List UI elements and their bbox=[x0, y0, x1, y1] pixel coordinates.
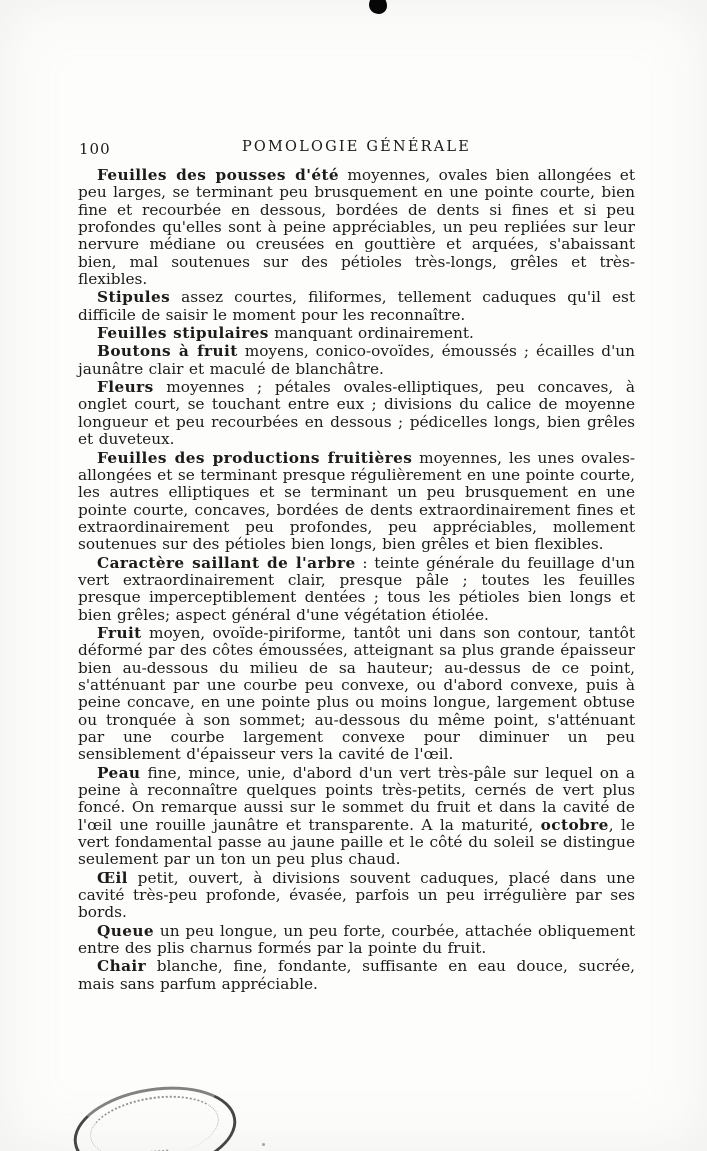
paragraph-lead: Feuilles stipulaires bbox=[97, 324, 269, 343]
paragraph-lead: Feuilles des productions fruitières bbox=[97, 448, 413, 467]
paragraph-lead: Fruit bbox=[97, 623, 142, 642]
paragraph-lead: Peau bbox=[97, 763, 141, 782]
paragraph-lead: Queue bbox=[97, 921, 155, 940]
paragraph-text: manquant ordinairement. bbox=[268, 324, 474, 343]
paragraph bbox=[78, 325, 635, 342]
paragraph-lead: Chair bbox=[97, 957, 147, 976]
paragraph-lead: Stipules bbox=[97, 288, 171, 307]
paragraph-text: : teinte générale du feuillage d'un vert extraordinairement clair, presque pâle ; toutes les feuilles presque imperceptiblement dentées ; tous les pétioles bien longs et bien grêles; aspect général d'une végétation étiolée. bbox=[78, 553, 635, 624]
paragraph bbox=[78, 379, 635, 448]
page-number: 100 bbox=[79, 140, 111, 158]
paragraph-text: moyennes, les unes ovales-allongées et se terminant presque régulièrement en une pointe courte, les autres elliptiques et se terminant un peu brusquement en une pointe courte, concaves, bordées de dents extraordinairement fines et extraordinairement peu profondes, peu appréciables, mollement soutenues sur des pétioles bien longs, bien grêles et bien flexibles. bbox=[78, 448, 635, 554]
running-head bbox=[78, 139, 635, 159]
text-block bbox=[78, 167, 635, 994]
paragraph-text: moyennes ; pétales ovales-elliptiques, peu concaves, à onglet court, se touchant entre eux ; divisions du calice de moyenne longueur et peu recourbées en dessous ; pédicelles longs, bien grêles et duveteux. bbox=[78, 378, 635, 449]
inline-bold: octobre bbox=[540, 815, 609, 834]
paragraph-text: , le vert fondamental passe au jaune paille et le côté du soleil se distingue seulement par un ton un peu plus chaud. bbox=[78, 815, 635, 869]
paragraph bbox=[78, 167, 635, 288]
paragraph-text: moyen, ovoïde-piriforme, tantôt uni dans son contour, tantôt déformé par des côtes émoussées, atteignant sa plus grande épaisseur bien au-dessous du milieu de sa hauteur; au-dessus de ce point, s'atténuant par une courbe peu convexe, ou d'abord convexe, puis à peine concave, en une pointe plus ou moins longue, largement obtuse ou tronquée à son sommet; au-dessous du même point, s'atténuant par une courbe largement convexe pour diminuer un peu sensiblement d'épaisseur vers la cavité de l'œil. bbox=[78, 623, 635, 764]
paragraph bbox=[78, 625, 635, 764]
paragraph bbox=[78, 765, 635, 869]
paragraph-text: petit, ouvert, à divisions souvent caduques, placé dans une cavité très-peu profonde, évasée, parfois un peu irrégulière par ses bords. bbox=[78, 868, 635, 922]
paragraph-lead: Œil bbox=[97, 868, 128, 887]
paragraph-lead: Feuilles des pousses d'été bbox=[97, 166, 340, 184]
paragraph-text: moyennes, ovales bien allongées et peu larges, se terminant peu brusquement en une pointe courte, bien fine et recourbée en dessous, bordées de dents si fines et si peu profondes qu'elles sont à peine appréciables, un peu repliées sur leur nervure médiane ou creusées en gouttière et arquées, s'abaissant bien, mal soutenues sur des pétioles très-longs, grêles et très-flexibles. bbox=[78, 166, 635, 289]
paragraph bbox=[78, 450, 635, 554]
page-title: POMOLOGIE GÉNÉRALE bbox=[241, 139, 472, 155]
paragraph bbox=[78, 923, 635, 958]
paragraph-text: assez courtes, filiformes, tellement caduques qu'il est difficile de saisir le moment pour les reconnaître. bbox=[78, 288, 635, 324]
paragraph-text: moyens, conico-ovoïdes, émoussés ; écailles d'un jaunâtre clair et maculé de blanchâtre. bbox=[78, 342, 635, 378]
paragraph-lead: Caractère saillant de l'arbre bbox=[97, 553, 356, 572]
paragraph bbox=[78, 870, 635, 922]
paragraph-text: fine, mince, unie, d'abord d'un vert très-pâle sur lequel on a peine à reconnaître quelques points très-petits, cernés de vert plus foncé. On remarque aussi sur le sommet du fruit et dans la cavité de l'œil une rouille jaunâtre et transparente. A la maturité, bbox=[78, 763, 635, 834]
paragraph-lead: Boutons à fruit bbox=[97, 342, 238, 361]
scan-speck bbox=[262, 1143, 265, 1146]
paragraph bbox=[78, 958, 635, 993]
paragraph bbox=[78, 343, 635, 378]
ink-blot-artifact bbox=[369, 0, 387, 14]
library-stamp bbox=[67, 1076, 242, 1151]
paragraph bbox=[78, 555, 635, 624]
paragraph-text: blanche, fine, fondante, suffisante en eau douce, sucrée, mais sans parfum appréciable. bbox=[78, 957, 635, 993]
paragraph bbox=[78, 289, 635, 324]
paragraph-lead: Fleurs bbox=[97, 378, 154, 397]
paragraph-text: un peu longue, un peu forte, courbée, attachée obliquement entre des plis charnus formés par la pointe du fruit. bbox=[78, 921, 635, 958]
